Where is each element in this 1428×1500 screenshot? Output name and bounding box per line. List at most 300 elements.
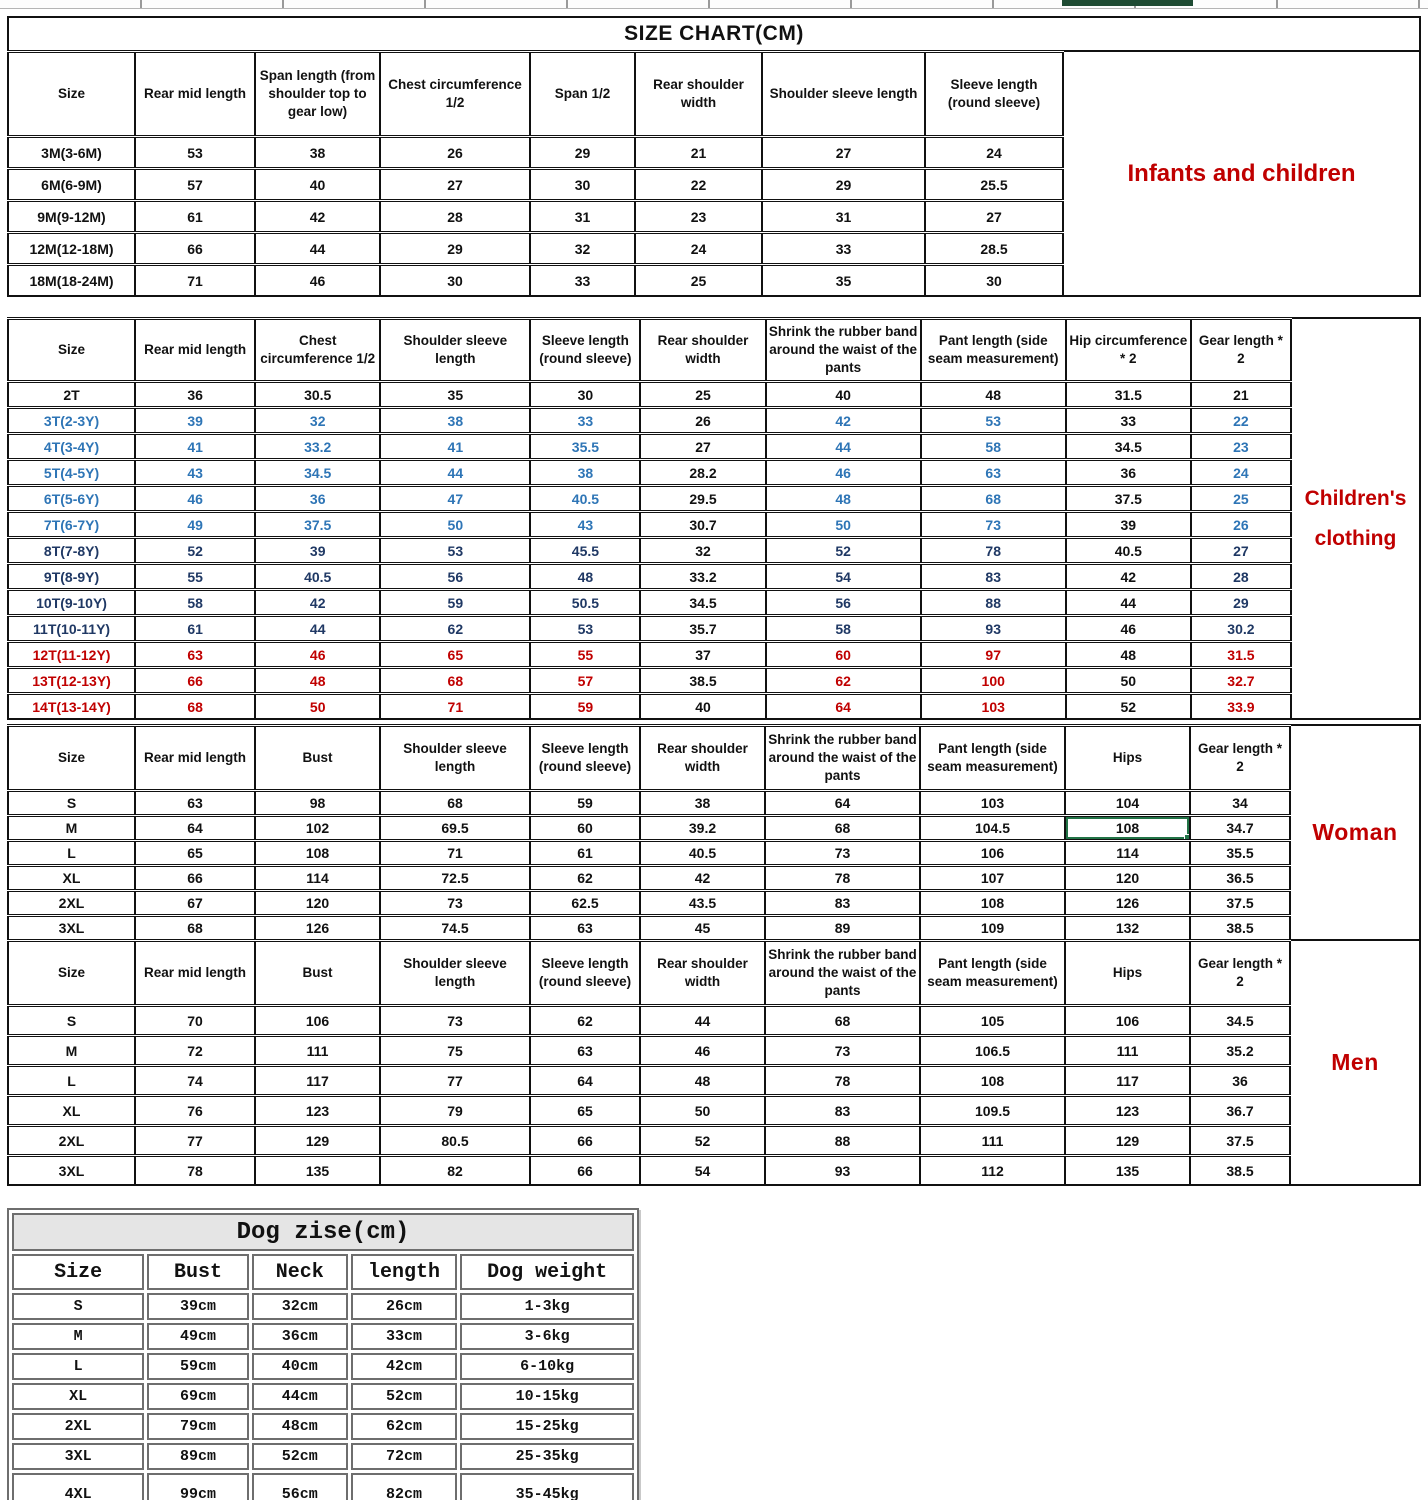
table-cell: 50 <box>766 512 921 538</box>
column-header: Shrink the rubber band around the waist of the pants <box>766 319 921 382</box>
table-cell: 33.2 <box>640 564 765 590</box>
table-cell: 68 <box>380 668 530 694</box>
table-cell: 50.5 <box>530 590 640 616</box>
table-cell: 106.5 <box>920 1036 1065 1066</box>
table-cell: 33 <box>530 265 635 297</box>
excel-selection-remnant-bar <box>1062 0 1193 6</box>
table-cell: 62cm <box>351 1413 457 1440</box>
table-cell: 24 <box>1191 460 1291 486</box>
table-cell: 42 <box>766 408 921 434</box>
table-cell: 66 <box>530 1156 640 1186</box>
table-cell: 117 <box>1065 1066 1190 1096</box>
row-size-label: 7T(6-7Y) <box>8 512 135 538</box>
table-cell: 49cm <box>147 1323 248 1350</box>
table-cell: 68 <box>135 694 255 720</box>
table-cell: 73 <box>765 1036 920 1066</box>
table-cell: 35.7 <box>640 616 765 642</box>
table-cell: 104.5 <box>920 816 1065 841</box>
table-cell: 38 <box>255 137 380 169</box>
table-cell: 46 <box>766 460 921 486</box>
table-cell: 71 <box>135 265 255 297</box>
table-cell: 26 <box>380 137 530 169</box>
column-header: Shoulder sleeve length <box>380 726 530 791</box>
table-cell: 56 <box>766 590 921 616</box>
row-size-label: 2XL <box>8 1126 135 1156</box>
table-cell: 52 <box>640 1126 765 1156</box>
row-size-label: 10T(9-10Y) <box>8 590 135 616</box>
header-row <box>12 1254 634 1290</box>
table-cell: 73 <box>380 1006 530 1036</box>
table-cell: 114 <box>255 866 380 891</box>
table-cell: 27 <box>380 169 530 201</box>
table-cell: 103 <box>920 791 1065 816</box>
table-cell: 37 <box>640 642 765 668</box>
table-cell: 35.2 <box>1190 1036 1290 1066</box>
table-row <box>8 169 1063 201</box>
table-cell: 120 <box>1065 866 1190 891</box>
table-cell: 40.5 <box>255 564 380 590</box>
table-cell: 44 <box>255 233 380 265</box>
table-cell: 50 <box>380 512 530 538</box>
table-cell: 63 <box>135 791 255 816</box>
table-cell: 27 <box>762 137 925 169</box>
table-cell: 10-15kg <box>460 1383 634 1410</box>
table-cell: 30.7 <box>640 512 765 538</box>
column-header: Shrink the rubber band around the waist of the pants <box>765 726 920 791</box>
table-cell: 48 <box>255 668 380 694</box>
table-cell: 35-45kg <box>460 1473 634 1500</box>
table-cell: 40 <box>640 694 765 720</box>
table-cell: 29 <box>1191 590 1291 616</box>
table-cell: 22 <box>635 169 762 201</box>
table-cell: 46 <box>255 642 380 668</box>
table-cell: 44 <box>1066 590 1191 616</box>
header-row <box>8 941 1290 1006</box>
table-cell: 25 <box>635 265 762 297</box>
table-cell: 29 <box>380 233 530 265</box>
table-cell: 120 <box>255 891 380 916</box>
table-cell: 28.2 <box>640 460 765 486</box>
table-cell: 25-35kg <box>460 1443 634 1470</box>
column-header: Hips <box>1065 941 1190 1006</box>
table-cell: 38 <box>530 460 640 486</box>
infants-side-label: Infants and children <box>1064 50 1421 297</box>
table-cell: 26 <box>640 408 765 434</box>
table-cell: 33 <box>762 233 925 265</box>
table-row <box>8 642 1291 668</box>
table-cell: 132 <box>1065 916 1190 941</box>
table-cell: 6-10kg <box>460 1353 634 1380</box>
table-cell: 71 <box>380 694 530 720</box>
table-row <box>8 616 1291 642</box>
table-cell: 35 <box>380 382 530 408</box>
table-cell: 66 <box>135 866 255 891</box>
table-cell: 24 <box>925 137 1063 169</box>
table-cell: 27 <box>925 201 1063 233</box>
table-cell: 64 <box>135 816 255 841</box>
table-cell: 48cm <box>252 1413 348 1440</box>
table-cell: 63 <box>530 916 640 941</box>
table-cell: 61 <box>530 841 640 866</box>
table-cell: 40.5 <box>640 841 765 866</box>
row-size-label: 3T(2-3Y) <box>8 408 135 434</box>
table-cell: 89 <box>765 916 920 941</box>
column-header: Neck <box>252 1254 348 1290</box>
page-title: SIZE CHART(CM) <box>7 16 1421 50</box>
table-cell: 31 <box>762 201 925 233</box>
table-cell: 117 <box>255 1066 380 1096</box>
selected-cell: 108 <box>1065 816 1190 841</box>
table-cell: 114 <box>1065 841 1190 866</box>
table-row <box>8 1036 1290 1066</box>
table-cell: 135 <box>1065 1156 1190 1186</box>
row-size-label: S <box>8 1006 135 1036</box>
table-cell: 21 <box>635 137 762 169</box>
table-row <box>8 408 1291 434</box>
table-row <box>12 1383 634 1410</box>
table-cell: 53 <box>380 538 530 564</box>
table-cell: 33 <box>1066 408 1191 434</box>
table-cell: 52 <box>1066 694 1191 720</box>
row-size-label: L <box>8 841 135 866</box>
table-row <box>8 434 1291 460</box>
column-header: Rear shoulder width <box>635 52 762 137</box>
children-size-table <box>7 317 1292 720</box>
table-cell: 80.5 <box>380 1126 530 1156</box>
column-header: Rear shoulder width <box>640 941 765 1006</box>
table-row <box>12 1353 634 1380</box>
column-header: Gear length * 2 <box>1190 726 1290 791</box>
table-cell: 129 <box>1065 1126 1190 1156</box>
table-cell: 48 <box>530 564 640 590</box>
column-header: Sleeve length (round sleeve) <box>925 52 1063 137</box>
table-cell: 55 <box>135 564 255 590</box>
table-cell: 74 <box>135 1066 255 1096</box>
table-row <box>8 1066 1290 1096</box>
table-cell: 74.5 <box>380 916 530 941</box>
table-row <box>8 137 1063 169</box>
dog-size-table <box>7 1208 639 1500</box>
row-size-label: L <box>12 1353 144 1380</box>
column-header: Size <box>12 1254 144 1290</box>
table-cell: 65 <box>135 841 255 866</box>
table-row <box>12 1413 634 1440</box>
table-cell: 36.5 <box>1190 866 1290 891</box>
table-row <box>8 201 1063 233</box>
table-cell: 57 <box>135 169 255 201</box>
table-cell: 77 <box>380 1066 530 1096</box>
table-cell: 26 <box>1191 512 1291 538</box>
table-cell: 44 <box>255 616 380 642</box>
table-cell: 126 <box>1065 891 1190 916</box>
table-row <box>12 1293 634 1320</box>
table-cell: 46 <box>640 1036 765 1066</box>
table-cell: 106 <box>1065 1006 1190 1036</box>
dog-table-title-row <box>12 1213 634 1251</box>
infants-section <box>7 50 1421 297</box>
table-cell: 57 <box>530 668 640 694</box>
table-cell: 30 <box>380 265 530 297</box>
column-header: Rear mid length <box>135 319 255 382</box>
table-cell: 111 <box>920 1126 1065 1156</box>
sheet-gridline-strip <box>0 0 1428 9</box>
table-cell: 52cm <box>252 1443 348 1470</box>
table-cell: 44 <box>380 460 530 486</box>
table-row <box>12 1323 634 1350</box>
table-cell: 40cm <box>252 1353 348 1380</box>
table-cell: 34.5 <box>640 590 765 616</box>
table-cell: 29.5 <box>640 486 765 512</box>
table-cell: 37.5 <box>1190 891 1290 916</box>
table-cell: 126 <box>255 916 380 941</box>
table-cell: 38.5 <box>640 668 765 694</box>
table-cell: 78 <box>765 1066 920 1096</box>
table-cell: 28.5 <box>925 233 1063 265</box>
table-cell: 59 <box>380 590 530 616</box>
table-cell: 62 <box>530 866 640 891</box>
row-size-label: M <box>8 1036 135 1066</box>
table-cell: 106 <box>920 841 1065 866</box>
table-cell: 73 <box>921 512 1066 538</box>
table-cell: 73 <box>765 841 920 866</box>
table-cell: 58 <box>766 616 921 642</box>
table-cell: 32.7 <box>1191 668 1291 694</box>
table-row <box>8 694 1291 720</box>
table-cell: 50 <box>1066 668 1191 694</box>
table-cell: 48 <box>766 486 921 512</box>
table-cell: 43 <box>530 512 640 538</box>
column-header: Rear mid length <box>135 52 255 137</box>
row-size-label: 6T(5-6Y) <box>8 486 135 512</box>
table-cell: 15-25kg <box>460 1413 634 1440</box>
table-cell: 83 <box>921 564 1066 590</box>
table-cell: 69.5 <box>380 816 530 841</box>
table-cell: 64 <box>766 694 921 720</box>
table-cell: 56cm <box>252 1473 348 1500</box>
table-cell: 40 <box>766 382 921 408</box>
woman-side-label: Woman <box>1291 724 1421 941</box>
table-cell: 111 <box>255 1036 380 1066</box>
row-size-label: 9M(9-12M) <box>8 201 135 233</box>
table-cell: 43.5 <box>640 891 765 916</box>
table-cell: 59 <box>530 791 640 816</box>
row-size-label: 12M(12-18M) <box>8 233 135 265</box>
table-cell: 48 <box>640 1066 765 1096</box>
table-cell: 68 <box>765 1006 920 1036</box>
table-cell: 34.7 <box>1190 816 1290 841</box>
row-size-label: 5T(4-5Y) <box>8 460 135 486</box>
row-size-label: 3XL <box>8 1156 135 1186</box>
table-cell: 41 <box>380 434 530 460</box>
column-header: length <box>351 1254 457 1290</box>
table-cell: 52cm <box>351 1383 457 1410</box>
table-cell: 93 <box>921 616 1066 642</box>
table-row <box>8 816 1290 841</box>
row-size-label: 14T(13-14Y) <box>8 694 135 720</box>
table-row <box>8 668 1291 694</box>
table-cell: 64 <box>765 791 920 816</box>
table-cell: 72 <box>135 1036 255 1066</box>
table-cell: 68 <box>380 791 530 816</box>
table-cell: 32 <box>255 408 380 434</box>
table-cell: 28 <box>380 201 530 233</box>
table-cell: 73 <box>380 891 530 916</box>
table-cell: 76 <box>135 1096 255 1126</box>
table-cell: 39 <box>135 408 255 434</box>
table-cell: 44 <box>766 434 921 460</box>
column-header: Sleeve length (round sleeve) <box>530 726 640 791</box>
column-header: Bust <box>255 941 380 1006</box>
table-cell: 38 <box>640 791 765 816</box>
table-cell: 53 <box>135 137 255 169</box>
table-row <box>8 1096 1290 1126</box>
table-cell: 111 <box>1065 1036 1190 1066</box>
row-size-label: 18M(18-24M) <box>8 265 135 297</box>
table-cell: 63 <box>135 642 255 668</box>
table-cell: 61 <box>135 201 255 233</box>
table-cell: 31.5 <box>1191 642 1291 668</box>
table-cell: 66 <box>135 668 255 694</box>
table-cell: 43 <box>135 460 255 486</box>
table-cell: 1-3kg <box>460 1293 634 1320</box>
table-row <box>8 891 1290 916</box>
table-cell: 44 <box>640 1006 765 1036</box>
table-cell: 61 <box>135 616 255 642</box>
table-cell: 33.9 <box>1191 694 1291 720</box>
table-row <box>8 1006 1290 1036</box>
column-header: Span length (from shoulder top to gear low) <box>255 52 380 137</box>
table-cell: 53 <box>530 616 640 642</box>
table-row <box>8 1126 1290 1156</box>
table-cell: 67 <box>135 891 255 916</box>
table-cell: 29 <box>762 169 925 201</box>
table-cell: 38.5 <box>1190 916 1290 941</box>
table-row <box>8 233 1063 265</box>
table-cell: 123 <box>1065 1096 1190 1126</box>
table-cell: 109.5 <box>920 1096 1065 1126</box>
table-cell: 44cm <box>252 1383 348 1410</box>
men-side-label: Men <box>1291 939 1421 1186</box>
table-cell: 30 <box>530 169 635 201</box>
table-cell: 33.2 <box>255 434 380 460</box>
column-header: Size <box>8 52 135 137</box>
table-cell: 37.5 <box>1066 486 1191 512</box>
table-cell: 36 <box>135 382 255 408</box>
table-cell: 62 <box>766 668 921 694</box>
table-cell: 42 <box>255 201 380 233</box>
woman-size-table <box>7 724 1291 941</box>
table-cell: 27 <box>1191 538 1291 564</box>
column-header: Size <box>8 726 135 791</box>
table-cell: 46 <box>255 265 380 297</box>
table-cell: 78 <box>135 1156 255 1186</box>
table-cell: 26cm <box>351 1293 457 1320</box>
table-cell: 42 <box>1066 564 1191 590</box>
table-cell: 33 <box>530 408 640 434</box>
column-header: Gear length * 2 <box>1190 941 1290 1006</box>
row-size-label: 6M(6-9M) <box>8 169 135 201</box>
row-size-label: 11T(10-11Y) <box>8 616 135 642</box>
row-size-label: 3M(3-6M) <box>8 137 135 169</box>
table-cell: 35 <box>762 265 925 297</box>
table-cell: 34.5 <box>1190 1006 1290 1036</box>
table-cell: 63 <box>530 1036 640 1066</box>
table-cell: 31 <box>530 201 635 233</box>
column-header: Sleeve length (round sleeve) <box>530 319 640 382</box>
table-cell: 32cm <box>252 1293 348 1320</box>
column-header: Dog weight <box>460 1254 634 1290</box>
table-cell: 41 <box>135 434 255 460</box>
table-cell: 46 <box>1066 616 1191 642</box>
table-cell: 83 <box>765 891 920 916</box>
row-size-label: 9T(8-9Y) <box>8 564 135 590</box>
table-cell: 30 <box>925 265 1063 297</box>
table-cell: 42cm <box>351 1353 457 1380</box>
column-header: Hips <box>1065 726 1190 791</box>
table-cell: 65 <box>530 1096 640 1126</box>
table-cell: 58 <box>921 434 1066 460</box>
table-cell: 71 <box>380 841 530 866</box>
infants-size-table <box>7 50 1064 297</box>
table-cell: 25 <box>640 382 765 408</box>
table-cell: 46 <box>135 486 255 512</box>
table-cell: 102 <box>255 816 380 841</box>
table-cell: 112 <box>920 1156 1065 1186</box>
table-cell: 34.5 <box>255 460 380 486</box>
table-cell: 36.7 <box>1190 1096 1290 1126</box>
table-row <box>8 512 1291 538</box>
row-size-label: XL <box>12 1383 144 1410</box>
row-size-label: L <box>8 1066 135 1096</box>
men-size-table <box>7 939 1291 1186</box>
table-cell: 108 <box>920 1066 1065 1096</box>
table-cell: 30.2 <box>1191 616 1291 642</box>
column-header: Size <box>8 319 135 382</box>
row-size-label: 4XL <box>12 1473 144 1500</box>
table-cell: 31.5 <box>1066 382 1191 408</box>
table-cell: 55 <box>530 642 640 668</box>
column-header: Chest circumference 1/2 <box>255 319 380 382</box>
table-cell: 75 <box>380 1036 530 1066</box>
table-cell: 79 <box>380 1096 530 1126</box>
men-section <box>7 939 1421 1186</box>
table-cell: 109 <box>920 916 1065 941</box>
table-cell: 82 <box>380 1156 530 1186</box>
table-cell: 39cm <box>147 1293 248 1320</box>
table-cell: 50 <box>640 1096 765 1126</box>
table-cell: 42 <box>640 866 765 891</box>
table-cell: 32 <box>530 233 635 265</box>
table-cell: 35.5 <box>530 434 640 460</box>
table-cell: 47 <box>380 486 530 512</box>
table-row <box>8 866 1290 891</box>
dog-table-title: Dog zise(cm) <box>12 1213 634 1251</box>
column-header: Pant length (side seam measurement) <box>921 319 1066 382</box>
table-row <box>8 791 1290 816</box>
table-cell: 93 <box>765 1156 920 1186</box>
table-cell: 36 <box>255 486 380 512</box>
table-cell: 68 <box>765 816 920 841</box>
table-cell: 62.5 <box>530 891 640 916</box>
table-cell: 66 <box>135 233 255 265</box>
table-cell: 59cm <box>147 1353 248 1380</box>
row-size-label: M <box>12 1323 144 1350</box>
table-cell: 83 <box>765 1096 920 1126</box>
table-row <box>8 382 1291 408</box>
table-cell: 23 <box>1191 434 1291 460</box>
table-cell: 21 <box>1191 382 1291 408</box>
table-cell: 103 <box>921 694 1066 720</box>
